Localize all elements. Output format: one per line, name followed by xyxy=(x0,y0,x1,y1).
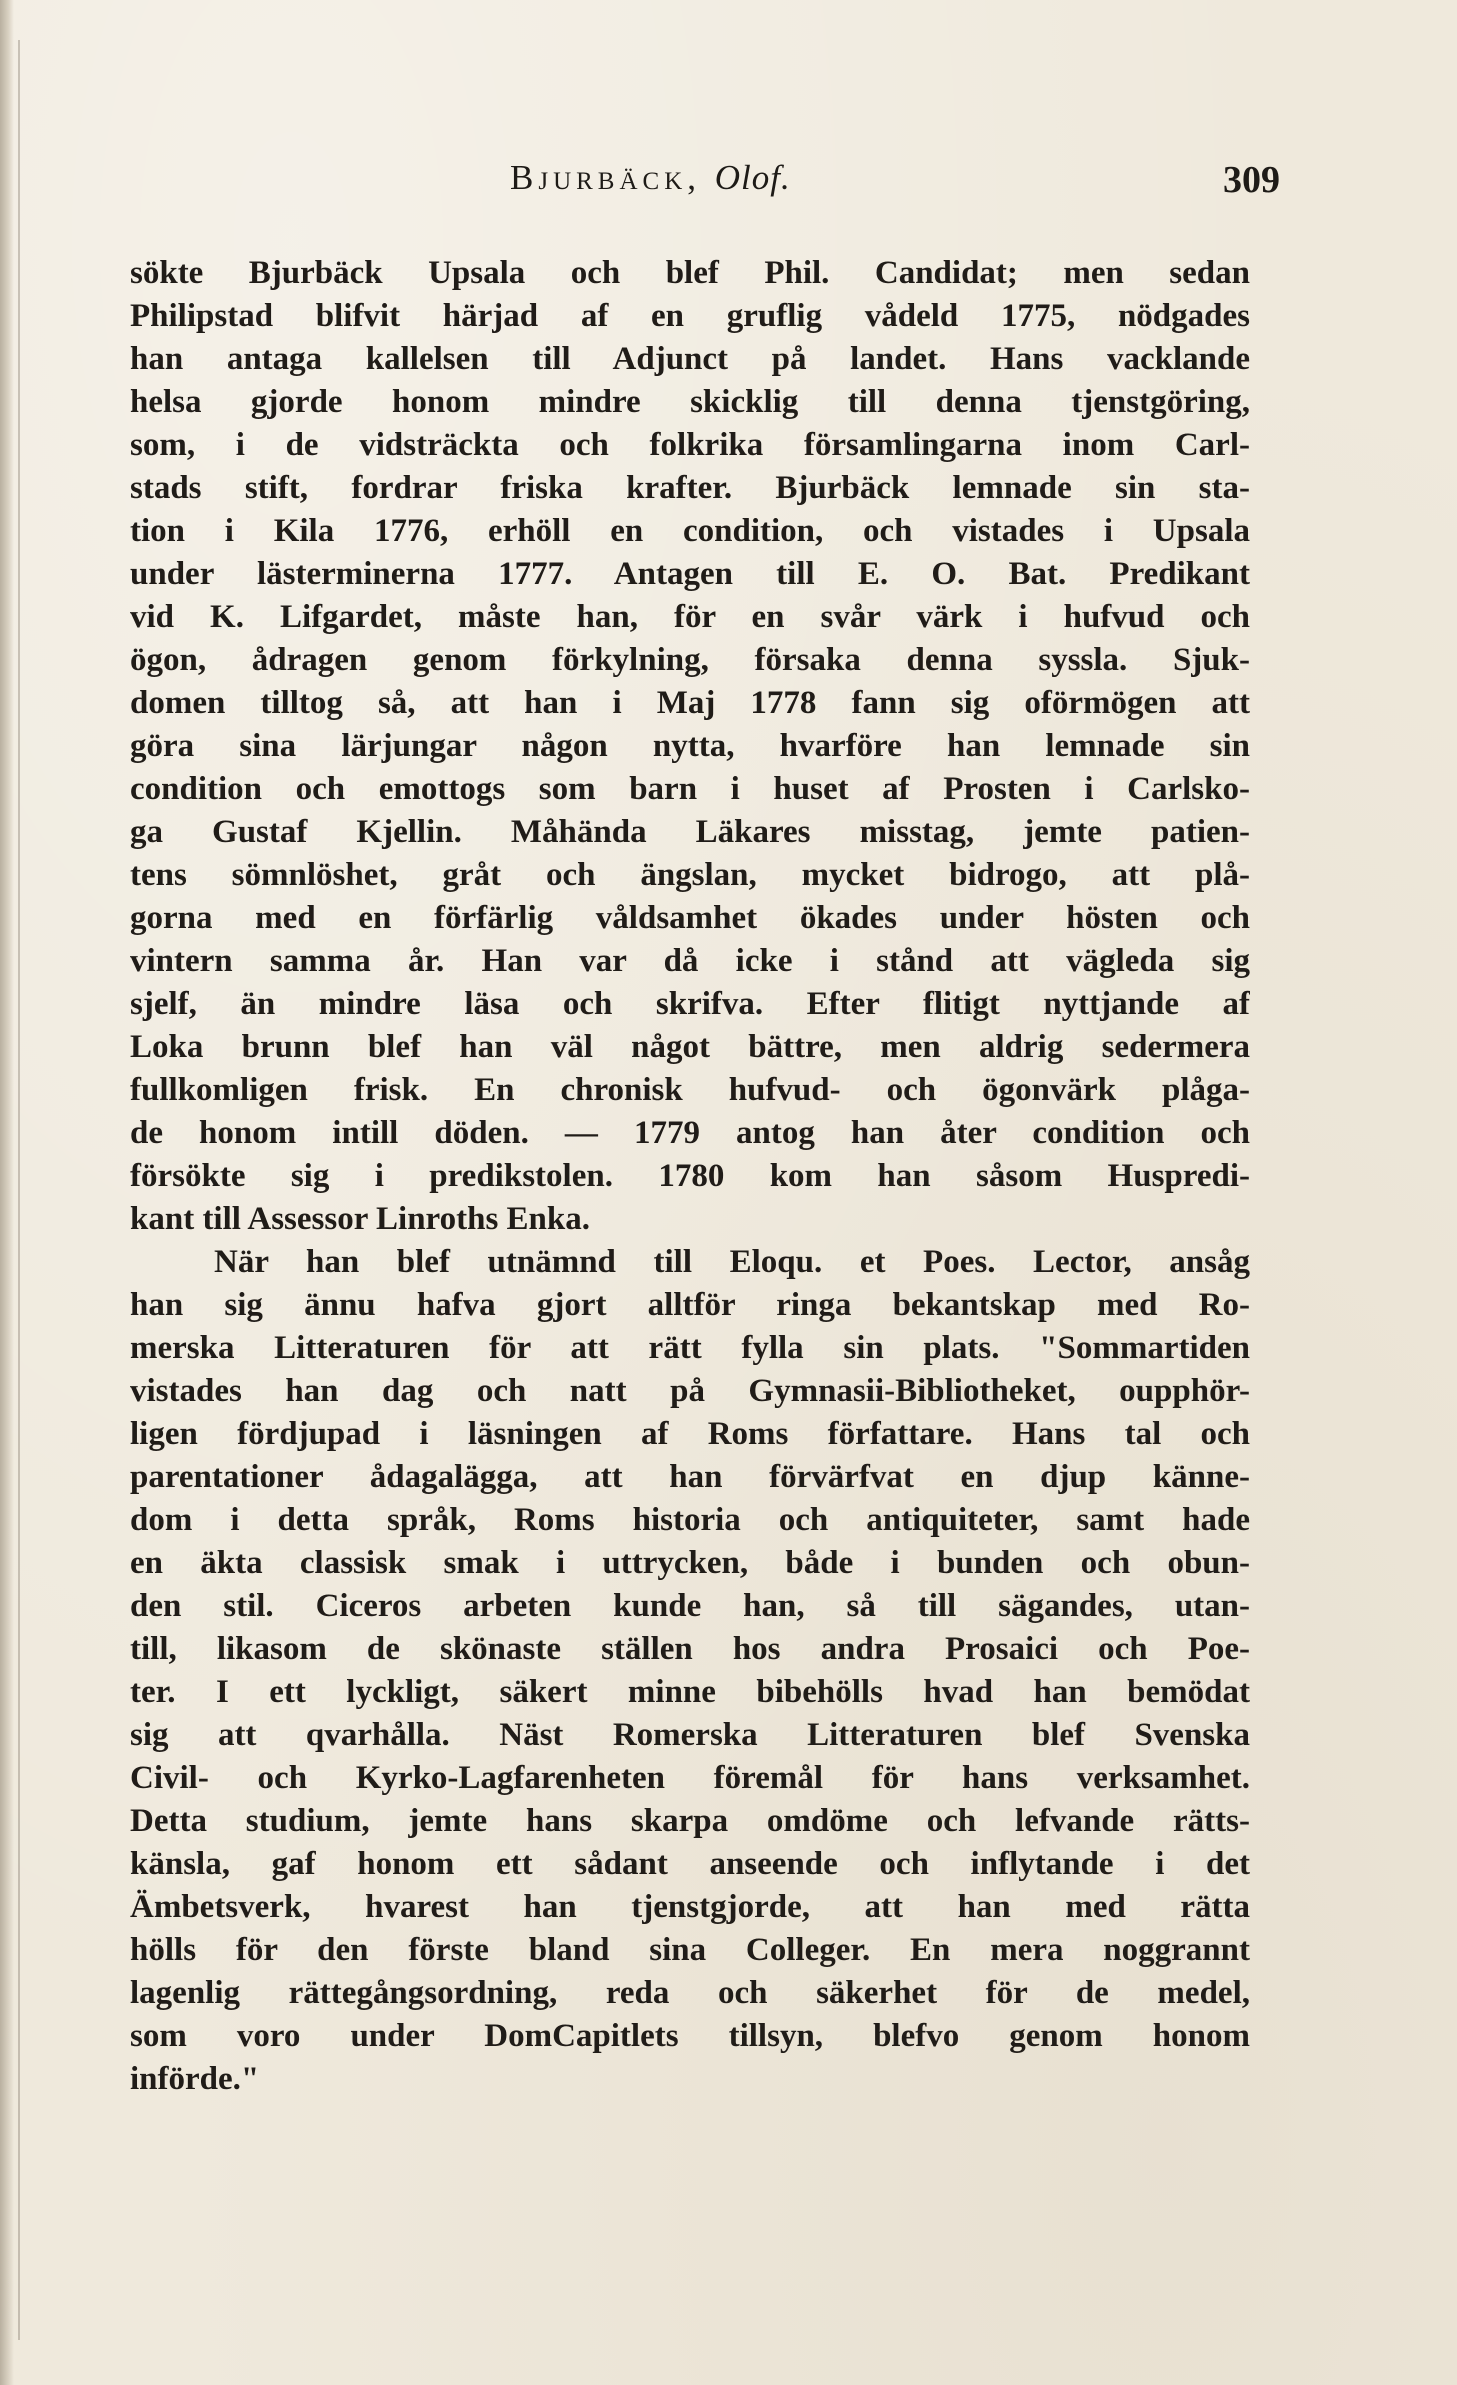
text-line: under lästerminerna 1777. Antagen till E. O. Bat. Predikant xyxy=(130,556,1250,592)
text-line: försökte sig i predikstolen. 1780 kom han såsom Huspredi- xyxy=(130,1158,1250,1194)
text-line: tion i Kila 1776, erhöll en condition, och vistades i Upsala xyxy=(130,513,1250,549)
text-line: ga Gustaf Kjellin. Måhända Läkares misstag, jemte patien- xyxy=(130,814,1250,850)
text-line: Civil- och Kyrko-Lagfarenheten föremål för hans verksamhet. xyxy=(130,1760,1250,1796)
text-line: införde." xyxy=(130,2061,260,2097)
text-line: merska Litteraturen för att rätt fylla sin plats. "Sommartiden xyxy=(130,1330,1250,1366)
page-number: 309 xyxy=(1223,159,1280,201)
text-line: condition och emottogs som barn i huset af Prosten i Carlsko- xyxy=(130,771,1250,807)
page-binding-edge xyxy=(0,0,14,2385)
text-line: en äkta classisk smak i uttrycken, både i bunden och obun- xyxy=(130,1545,1250,1581)
text-line: som voro under DomCapitlets tillsyn, blefvo genom honom xyxy=(130,2018,1250,2054)
text-line: Philipstad blifvit härjad af en gruflig vådeld 1775, nödgades xyxy=(130,298,1250,334)
text-line: fullkomligen frisk. En chronisk hufvud- och ögonvärk plåga- xyxy=(130,1072,1250,1108)
text-line: hölls för den förste bland sina Colleger. En mera noggrannt xyxy=(130,1932,1250,1968)
text-line: ter. I ett lyckligt, säkert minne bibehölls hvad han bemödat xyxy=(130,1674,1250,1710)
text-line: Ämbetsverk, hvarest han tjenstgjorde, att han med rätta xyxy=(130,1889,1250,1925)
running-head-given-name: Olof. xyxy=(714,158,791,197)
text-line: gorna med en förfärlig våldsamhet ökades under hösten och xyxy=(130,900,1250,936)
text-line: som, i de vidsträckta och folkrika församlingarna inom Carl- xyxy=(130,427,1250,463)
text-line: den stil. Ciceros arbeten kunde han, så till sägandes, utan- xyxy=(130,1588,1250,1624)
text-line: kant till Assessor Linroths Enka. xyxy=(130,1201,591,1237)
text-line: han antaga kallelsen till Adjunct på landet. Hans vacklande xyxy=(130,341,1250,377)
text-line: ögon, ådragen genom förkylning, försaka denna syssla. Sjuk- xyxy=(130,642,1250,678)
text-line: känsla, gaf honom ett sådant anseende och inflytande i det xyxy=(130,1846,1250,1882)
paragraph-start-line: När han blef utnämnd till Eloqu. et Poes. Lector, ansåg xyxy=(214,1244,1250,1280)
text-line: dom i detta språk, Roms historia och antiquiteter, samt hade xyxy=(130,1502,1250,1538)
text-line: parentationer ådagalägga, att han förvärfvat en djup känne- xyxy=(130,1459,1250,1495)
text-line: lagenlig rättegångsordning, reda och säkerhet för de medel, xyxy=(130,1975,1250,2011)
text-line: han sig ännu hafva gjort alltför ringa bekantskap med Ro- xyxy=(130,1287,1250,1323)
page-header xyxy=(130,158,1280,214)
text-line: tens sömnlöshet, gråt och ängslan, mycket bidrogo, att plå- xyxy=(130,857,1250,893)
text-line: vid K. Lifgardet, måste han, för en svår värk i hufvud och xyxy=(130,599,1250,635)
text-line: domen tilltog så, att han i Maj 1778 fann sig oförmögen att xyxy=(130,685,1250,721)
body-text xyxy=(130,252,1250,2101)
text-line: vistades han dag och natt på Gymnasii-Bibliotheket, oupphör- xyxy=(130,1373,1250,1409)
text-line: helsa gjorde honom mindre skicklig till denna tjenstgöring, xyxy=(130,384,1250,420)
text-line: Detta studium, jemte hans skarpa omdöme och lefvande rätts- xyxy=(130,1803,1250,1839)
text-line: Loka brunn blef han väl något bättre, men aldrig sedermera xyxy=(130,1029,1250,1065)
text-line: sig att qvarhålla. Näst Romerska Litteraturen blef Svenska xyxy=(130,1717,1250,1753)
text-line: stads stift, fordrar friska krafter. Bjurbäck lemnade sin sta- xyxy=(130,470,1250,506)
text-line: sjelf, än mindre läsa och skrifva. Efter flitigt nyttjande af xyxy=(130,986,1250,1022)
text-line: sökte Bjurbäck Upsala och blef Phil. Candidat; men sedan xyxy=(130,255,1250,291)
text-line: de honom intill döden. — 1779 antog han åter condition och xyxy=(130,1115,1250,1151)
running-head xyxy=(510,158,791,198)
running-head-name: Bjurbäck, xyxy=(510,158,702,197)
text-line: till, likasom de skönaste ställen hos andra Prosaici och Poe- xyxy=(130,1631,1250,1667)
text-line: göra sina lärjungar någon nytta, hvarföre han lemnade sin xyxy=(130,728,1250,764)
page-margin-shadow xyxy=(18,40,20,2340)
text-line: ligen fördjupad i läsningen af Roms författare. Hans tal och xyxy=(130,1416,1250,1452)
text-line: vintern samma år. Han var då icke i stånd att vägleda sig xyxy=(130,943,1250,979)
